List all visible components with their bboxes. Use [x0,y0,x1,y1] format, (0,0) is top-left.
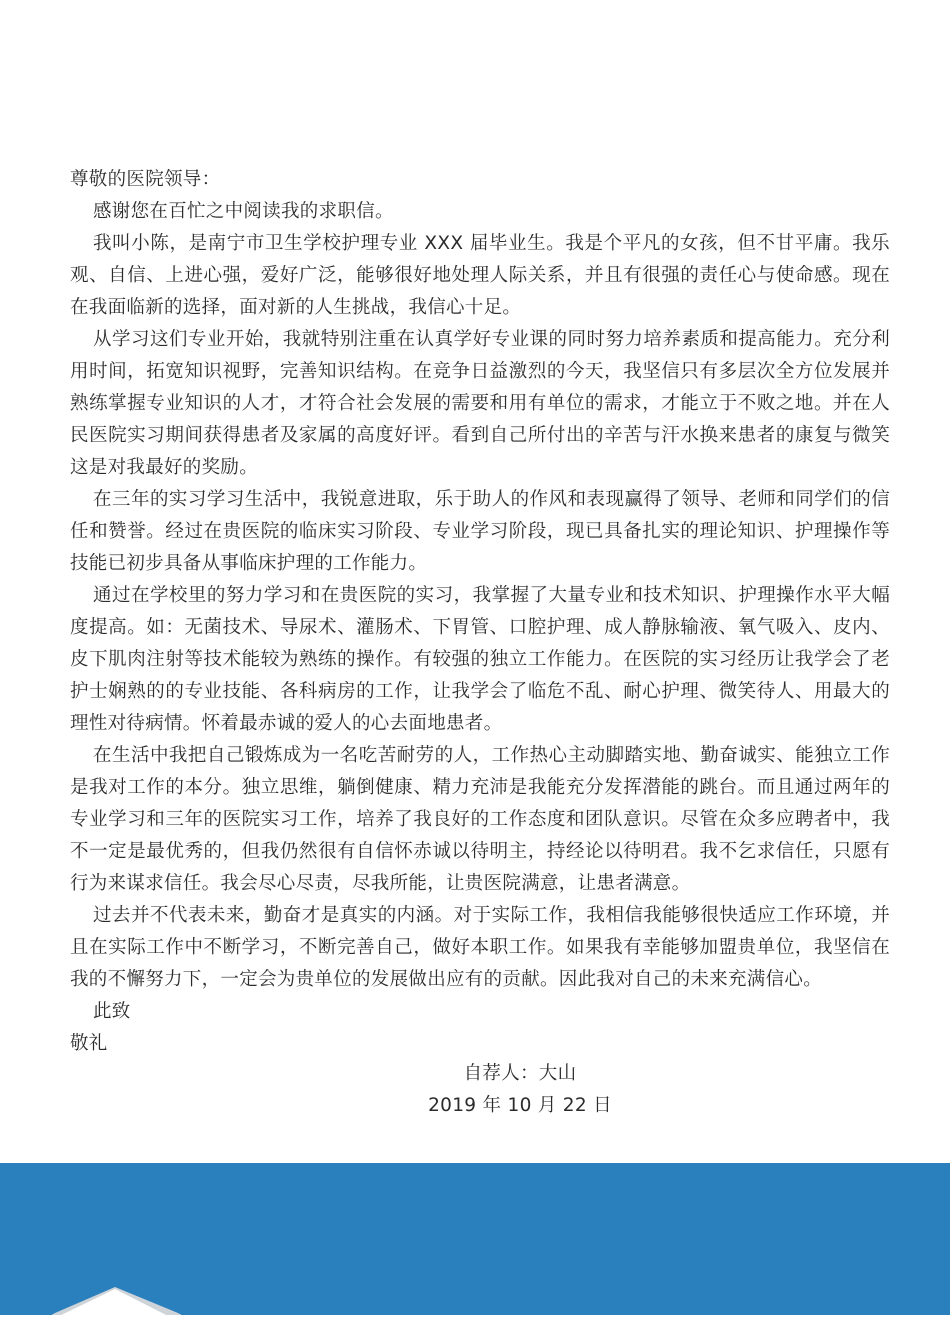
paragraph-thanks: 感谢您在百忙之中阅读我的求职信。 [93,201,394,222]
letter-body [70,164,890,1060]
paragraph-skills: 通过在学校里的努力学习和在贵医院的实习，我掌握了大量专业和技术知识、护理操作水平大幅度提高。如：无菌技术、导尿术、灌肠术、下胃管、口腔护理、成人静脉输液、氧气吸入、皮内、皮下肌肉注射等技术能较为熟练的操作。有较强的独立工作能力。在医院的实习经历让我学会了老护士娴熟的的专业技能、各科病房的工作，让我学会了临危不乱、耐心护理、微笑待人、用最大的理性对待病情。怀着最赤诚的爱人的心去面地患者。 [70,585,890,734]
footer-bottom-strip [0,1315,950,1344]
paragraph-internship: 在三年的实习学习生活中，我锐意进取，乐于助人的作风和表现赢得了领导、老师和同学们的信任和赞誉。经过在贵医院的临床实习阶段、专业学习阶段，现已具备扎实的理论知识、护理操作等技能已初步具备从事临床护理的工作能力。 [70,489,890,574]
letter-date: 2019 年 10 月 22 日 [428,1095,612,1116]
footer-banner [0,1163,950,1344]
signature: 自荐人：大山 [463,1063,577,1084]
closing-salute: 敬礼 [70,1033,108,1054]
paragraph-introduction: 我叫小陈，是南宁市卫生学校护理专业 XXX 届毕业生。我是个平凡的女孩，但不甘平庸。我乐观、自信、上进心强，爱好广泛，能够很好地处理人际关系，并且有很强的责任心与使命感。现在在我面临新的选择，面对新的人生挑战，我信心十足。 [70,233,890,318]
paragraph-future: 过去并不代表未来，勤奋才是真实的内涵。对于实际工作，我相信我能够很快适应工作环境，并且在实际工作中不断学习，不断完善自己，做好本职工作。如果我有幸能够加盟贵单位，我坚信在我的不懈努力下，一定会为贵单位的发展做出应有的贡献。因此我对自己的未来充满信心。 [70,905,890,990]
paragraph-study: 从学习这们专业开始，我就特别注重在认真学好专业课的同时努力培养素质和提高能力。充分利用时间，拓宽知识视野，完善知识结构。在竞争日益激烈的今天，我坚信只有多层次全方位发展并熟练掌握专业知识的人才，才符合社会发展的需要和用有单位的需求，才能立于不败之地。并在人民医院实习期间获得患者及家属的高度好评。看到自己所付出的辛苦与汗水换来患者的康复与微笑这是对我最好的奖励。 [70,329,890,478]
salutation: 尊敬的医院领导： [70,169,221,190]
paragraph-character: 在生活中我把自己锻炼成为一名吃苦耐劳的人，工作热心主动脚踏实地、勤奋诚实、能独立工作是我对工作的本分。独立思维，躺倒健康、精力充沛是我能充分发挥潜能的跳台。而且通过两年的专业学习和三年的医院实习工作，培养了我良好的工作态度和团队意识。尽管在众多应聘者中，我不一定是最优秀的，但我仍然很有自信怀赤诚以待明主，持经论以待明君。我不乞求信任，只愿有行为来谋求信任。我会尽心尽责，尽我所能，让贵医院满意，让患者满意。 [70,745,890,894]
closing-regards: 此致 [93,1001,131,1022]
